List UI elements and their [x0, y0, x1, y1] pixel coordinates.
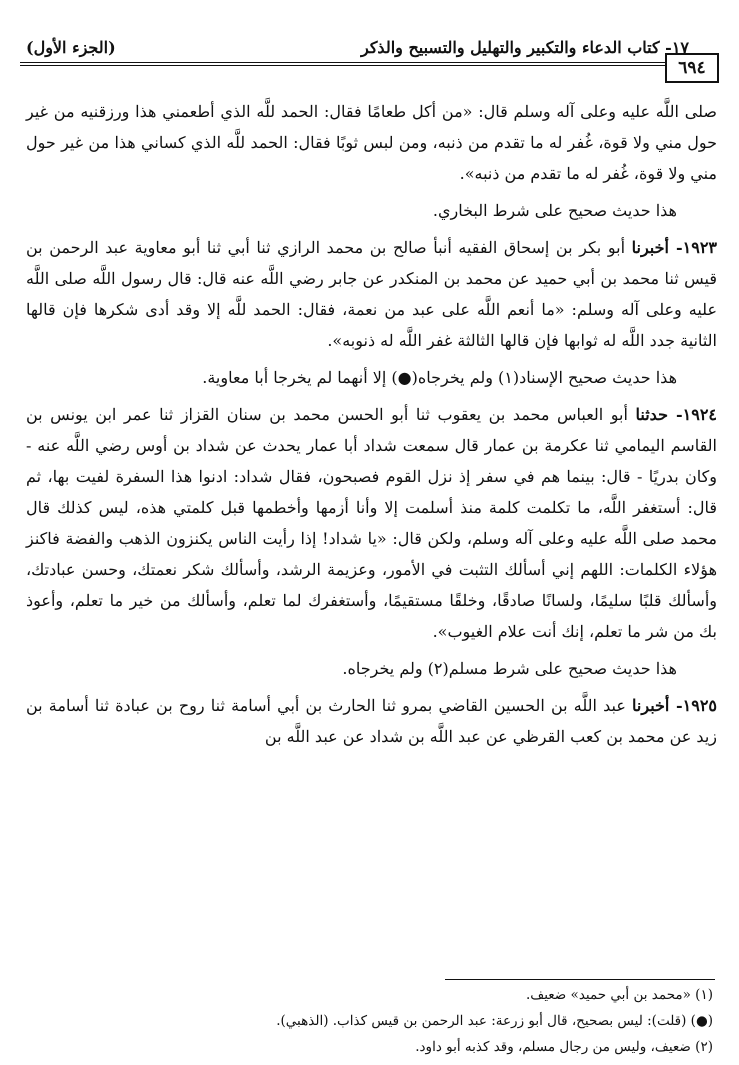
hadith-paragraph [26, 399, 717, 647]
grading-statement: هذا حديث صحيح على شرط مسلم(٢) ولم يخرجاه. [342, 659, 677, 678]
transmission-verb: - حدثنا [635, 405, 683, 424]
footnote: (٢) ضعيف، وليس من رجال مسلم، وقد كذبه أبو داود. [415, 1039, 713, 1055]
footnote: (●) (قلت): ليس بصحيح، قال أبو زرعة: عبد الرحمن بن قيس كذاب. (الذهبي). [276, 1013, 713, 1029]
volume-part-label: (الجزء الأول) [26, 38, 116, 57]
text-paragraph: صلى اللَّه عليه وعلى آله وسلم قال: «من أكل طعامًا فقال: الحمد للَّه الذي أطعمني هذا ورزقنيه من غير حول مني ولا قوة، غُفر له ما تقدم من ذنبه، ومن لبس ثوبًا فقال: الحمد للَّه الذي كساني هذا من غير حول مني ولا قوة، غُفر له ما تقدم من ذنبه». [26, 102, 717, 183]
hadith-text: أبو العباس محمد بن يعقوب ثنا أبو الحسن محمد بن سنان القزاز ثنا عمر ابن يونس بن القاسم اليمامي ثنا عكرمة بن عمار قال سمعت شداد أبا عمار يحدث عن شداد بن أوس رضي اللَّه عنه - وكان بدريًا - قال: بينما هم في سفر إذ نزل القوم فصبحون، فقال شداد: ادنوا هذا السفرة لفيت بها، ثم قال: أستغفر اللَّه، ما تكلمت كلمة منذ أسلمت إلا وأنا أزمها وأخطمها قبل كلمتي هذه، ليس كذلك قال محمد صلى اللَّه عليه وعلى آله وسلم، ولكن قال: «يا شداد! إذا رأيت الناس يكنزون الذهب والفضة فاكنز هؤلاء الكلمات: اللهم إني أسألك التثبت في الأمور، وعزيمة الرشد، وأسألك شكر نعمتك، وحسن عبادتك، وأسألك قلبًا سليمًا، ولسانًا صادقًا، وخلقًا مستقيمًا، وأستغفرك لما تعلم، وأسألك من خير ما تعلم، وأعوذ بك من شر ما تعلم، إنك أنت علام الغيوب». [26, 405, 717, 641]
running-header [14, 30, 727, 78]
hadith-paragraph [26, 690, 717, 752]
header-rule [20, 65, 665, 66]
hadith-number: ١٩٢٤ [682, 405, 718, 424]
hadith-number: ١٩٢٣ [682, 238, 718, 257]
running-title: ١٧- كتاب الدعاء والتكبير والتهليل والتسبيح والذكر [360, 38, 689, 57]
footnote-separator [445, 979, 715, 980]
transmission-verb: - أخبرنا [631, 238, 683, 257]
grading-statement: هذا حديث صحيح الإسناد(١) ولم يخرجاه(●) إلا أنهما لم يخرجا أبا معاوية. [202, 368, 677, 387]
hadith-number: ١٩٢٥ [682, 696, 718, 715]
footnote: (١) «محمد بن أبي حميد» ضعيف. [525, 987, 713, 1003]
footnotes [26, 982, 713, 1060]
page [14, 30, 727, 1055]
page-number: ٦٩٤ [665, 53, 719, 83]
grading-statement: هذا حديث صحيح على شرط البخاري. [432, 201, 677, 220]
hadith-text: أبو بكر بن إسحاق الفقيه أنبأ صالح بن محمد الرازي ثنا أبي ثنا أبو معاوية عبد الرحمن بن قيس ثنا محمد بن أبي حميد عن محمد بن المنكدر عن جابر رضي اللَّه عنه قال: قال رسول اللَّه صلى اللَّه عليه وعلى آله وسلم: «ما أنعم اللَّه على عبد من نعمة، فقال: الحمد للَّه إلا وقد أدى شكرها فإن قالها الثانية جدد اللَّه له ثوابها فإن قالها الثالثة غفر اللَّه له ذنوبه». [26, 238, 717, 350]
main-text [26, 96, 717, 758]
hadith-paragraph [26, 232, 717, 356]
hadith-text: عبد اللَّه بن الحسين القاضي بمرو ثنا الحارث بن أبي أسامة ثنا روح بن عبادة ثنا أسامة بن زيد عن محمد بن كعب القرظي عن عبد اللَّه بن شداد عن عبد اللَّه بن [26, 696, 717, 746]
header-rule [20, 62, 665, 63]
transmission-verb: - أخبرنا [632, 696, 683, 715]
